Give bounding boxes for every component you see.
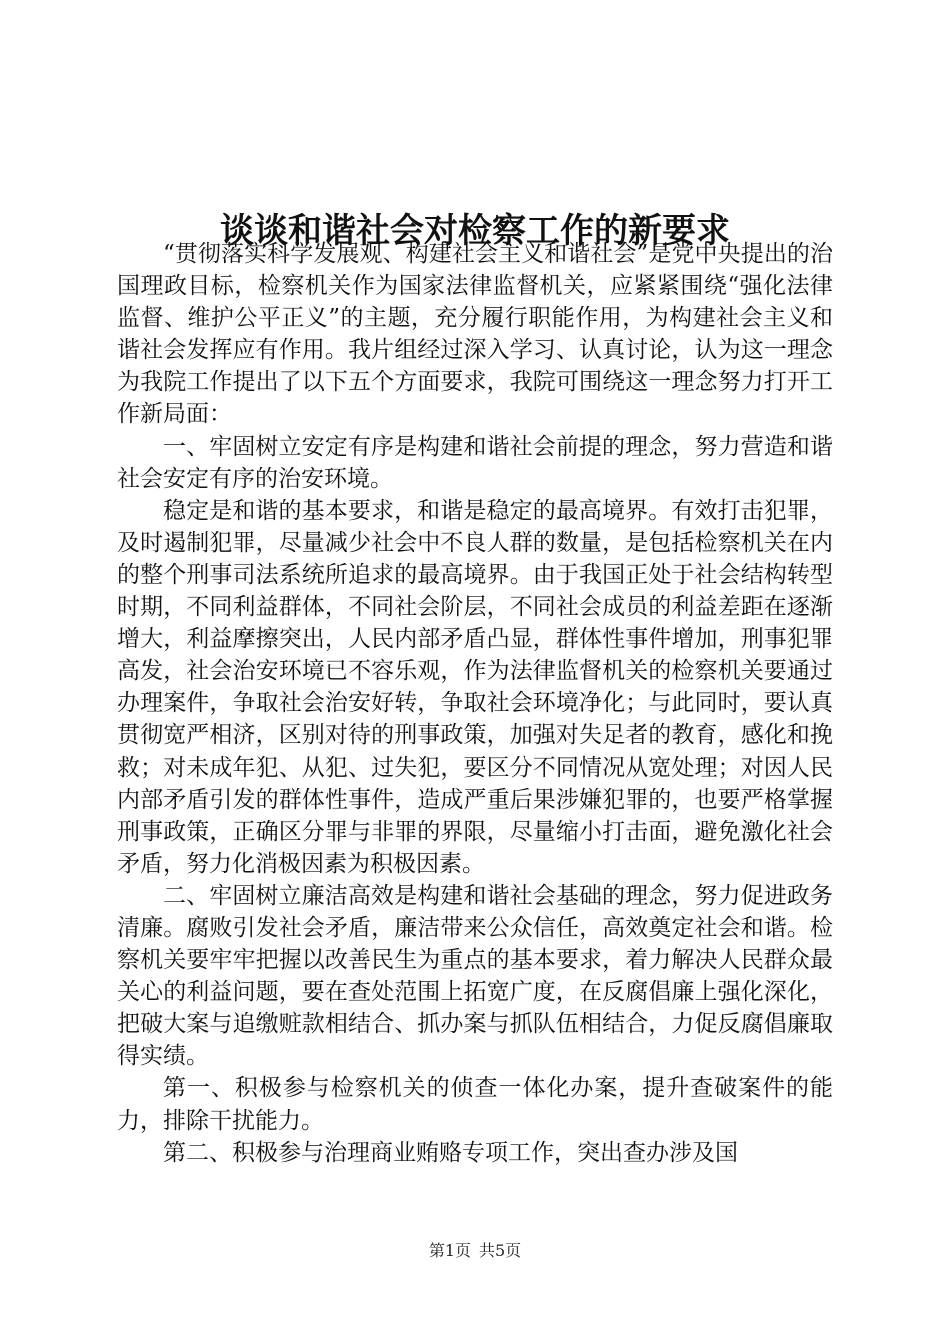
document-body	[117, 238, 833, 1169]
document-title: 谈谈和谐社会对检察工作的新要求	[220, 210, 730, 251]
paragraph-intro: “贯彻落实科学发展观、构建社会主义和谐社会”是党中央提出的治国理政目标，检察机关作为国家法律监督机关，应紧紧围绕“强化法律监督、维护公平正义”的主题，充分履行职能作用，为构建社会主义和谐社会发挥应有作用。我片组经过深入学习、认真讨论，认为这一理念为我院工作提出了以下五个方面要求，我院可围绕这一理念努力打开工作新局面：	[117, 241, 833, 428]
paragraph-point-1: 第一、积极参与检察机关的侦查一体化办案，提升查破案件的能力，排除干扰能力。	[117, 1075, 833, 1134]
paragraph-section-2: 二、牢固树立廉洁高效是构建和谐社会基础的理念，努力促进政务清廉。腐败引发社会矛盾，廉洁带来公众信任，高效奠定社会和谐。检察机关要牢牢把握以改善民生为重点的基本要求，着力解决人民群众最关心的利益问题，要在查处范围上拓宽广度，在反腐倡廉上强化深化，把破大案与追缴赃款相结合、抓办案与抓队伍相结合，力促反腐倡廉取得实绩。	[117, 882, 833, 1070]
paragraph-section-1-heading: 一、牢固树立安定有序是构建和谐社会前提的理念，努力营造和谐社会安定有序的治安环境。	[117, 433, 833, 492]
paragraph-section-1-body: 稳定是和谐的基本要求，和谐是稳定的最高境界。有效打击犯罪，及时遏制犯罪，尽量减少社会中不良人群的数量，是包括检察机关在内的整个刑事司法系统所追求的最高境界。由于我国正处于社会结构转型时期，不同利益群体，不同社会阶层，不同社会成员的利益差距在逐渐增大，利益摩擦突出，人民内部矛盾凸显，群体性事件增加，刑事犯罪高发，社会治安环境已不容乐观，作为法律监督机关的检察机关要通过办理案件，争取社会治安好转，争取社会环境净化；与此同时，要认真贯彻宽严相济，区别对待的刑事政策，加强对失足者的教育，感化和挽救；对未成年犯、从犯、过失犯，要区分不同情况从宽处理；对因人民内部矛盾引发的群体性事件，造成严重后果涉嫌犯罪的，也要严格掌握刑事政策，正确区分罪与非罪的界限，尽量缩小打击面，避免激化社会矛盾，努力化消极因素为积极因素。	[117, 497, 833, 877]
page-footer	[0, 1241, 950, 1261]
page-number: 第1页	[428, 1241, 471, 1260]
page-total: 共5页	[479, 1241, 522, 1260]
paragraph-point-2: 第二、积极参与治理商业贿赂专项工作，突出查办涉及国	[163, 1139, 738, 1166]
